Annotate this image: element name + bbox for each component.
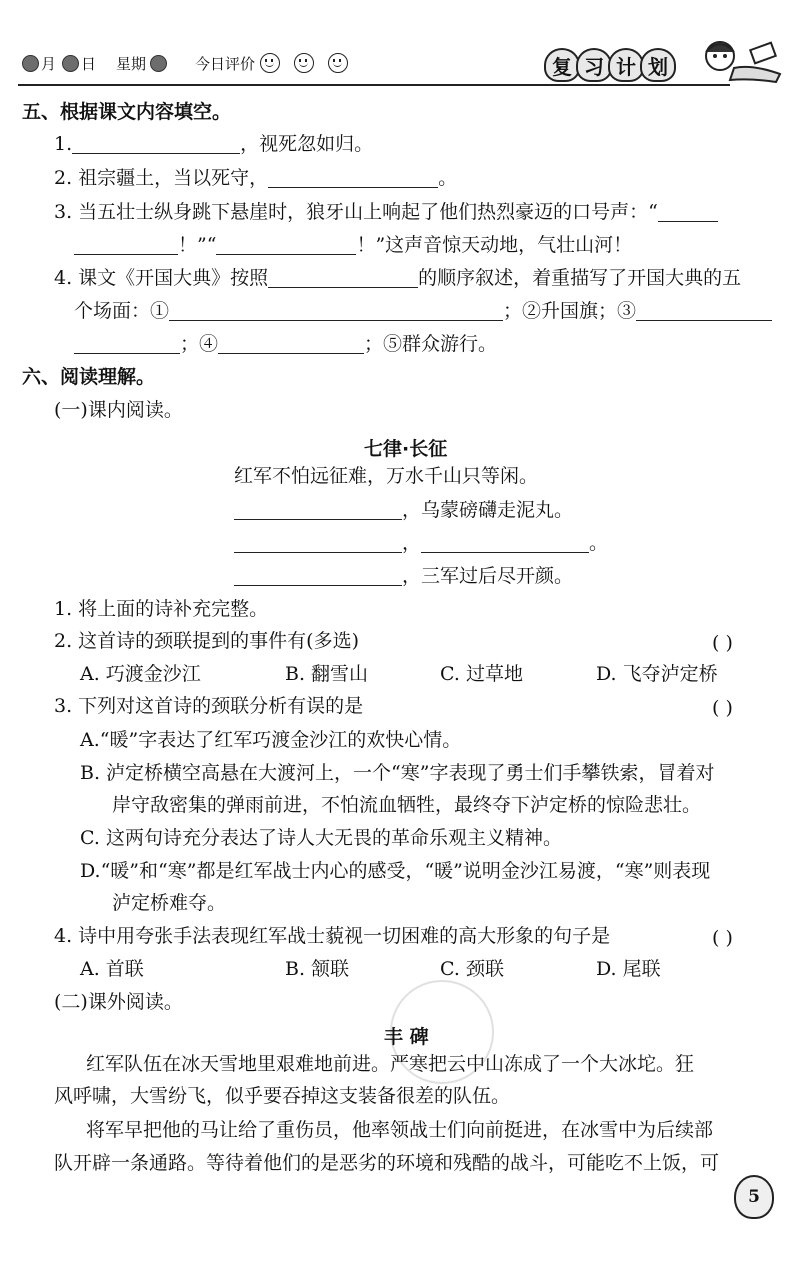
q3-option-c[interactable]: C. 这两句诗充分表达了诗人大无畏的革命乐观主义精神。 — [80, 827, 562, 849]
month-label: 月 — [41, 54, 57, 73]
smiley-icon — [294, 53, 314, 73]
header-rule — [18, 84, 730, 86]
poem-text: ， — [402, 532, 422, 554]
answer-blank[interactable] — [72, 135, 240, 154]
q2-option-d[interactable]: D. 飞夺泸定桥 — [596, 663, 718, 685]
reading-question-2: 2. 这首诗的颈联提到的事件有(多选) — [54, 630, 359, 652]
review-plan-badge — [544, 48, 672, 82]
header-bar — [22, 46, 348, 80]
answer-blank[interactable] — [216, 236, 356, 255]
extracurricular-reading-label: (二)课外阅读。 — [54, 991, 183, 1013]
answer-blank[interactable] — [658, 203, 718, 222]
answer-blank[interactable] — [74, 236, 178, 255]
section-six-title: 六、阅读理解。 — [22, 366, 156, 388]
q2-option-a[interactable]: A. 巧渡金沙江 — [80, 663, 201, 685]
q4-option-a[interactable]: A. 首联 — [80, 958, 144, 980]
weekday-dot — [150, 55, 167, 72]
poem-text: ，三军过后尽开颜。 — [402, 565, 574, 587]
smiley-icon — [260, 53, 280, 73]
fill-question-2 — [54, 169, 457, 188]
question-number: 1. — [54, 133, 73, 155]
q4-option-d[interactable]: D. 尾联 — [596, 958, 661, 980]
q3-option-d-cont: 泸定桥难夺。 — [112, 892, 227, 914]
in-class-reading-label: (一)课内阅读。 — [54, 399, 183, 421]
q2-option-c[interactable]: C. 过草地 — [440, 663, 523, 685]
section-five-title: 五、根据课文内容填空。 — [22, 101, 232, 123]
fill-question-3-line2 — [74, 236, 632, 255]
question-text: 的顺序叙述，着重描写了开国大典的五 — [418, 267, 742, 289]
question-text: 4. 课文《开国大典》按照 — [54, 267, 269, 289]
badge-char: 习 — [576, 48, 612, 82]
evaluation-label: 今日评价 — [195, 54, 256, 73]
question-text: ！”这声音惊天动地，气壮山河！ — [356, 234, 633, 256]
page-number: 5 — [734, 1175, 774, 1219]
q3-option-b-cont: 岸守敌密集的弹雨前进，不怕流血牺牲，最终夺下泸定桥的惊险悲壮。 — [112, 794, 702, 816]
fill-question-4-line2 — [74, 302, 772, 321]
q4-option-c[interactable]: C. 颈联 — [440, 958, 504, 980]
answer-parentheses[interactable]: ( ) — [712, 927, 733, 949]
day-label: 日 — [81, 54, 97, 73]
question-text: 3. 当五壮士纵身跳下悬崖时，狼牙山上响起了他们热烈豪迈的口号声：“ — [54, 201, 658, 223]
answer-blank[interactable] — [421, 534, 589, 553]
story-paragraph-2-line1: 将军早把他的马让给了重伤员，他率领战士们向前挺进，在冰雪中为后续部 — [86, 1119, 714, 1141]
question-text: 个场面：① — [74, 300, 170, 322]
poem-text: ，乌蒙磅礴走泥丸。 — [402, 499, 574, 521]
question-text: ！”“ — [178, 234, 217, 256]
poem-line-2 — [234, 501, 573, 520]
q3-option-d[interactable]: D.“暖”和“寒”都是红军战士内心的感受，“暖”说明金沙江易渡，“寒”则表现 — [80, 860, 711, 882]
question-text: ；⑤群众游行。 — [364, 333, 498, 355]
story-paragraph-1-line2: 风呼啸，大雪纷飞，似乎要吞掉这支装备很差的队伍。 — [54, 1085, 511, 1107]
month-dot — [22, 55, 39, 72]
fill-question-4-line1 — [54, 269, 741, 288]
fill-question-3-line1 — [54, 203, 718, 222]
poem-line-4 — [234, 567, 573, 586]
question-text: ；④ — [180, 333, 219, 355]
answer-blank[interactable] — [234, 534, 402, 553]
reading-girl-icon — [690, 34, 786, 86]
question-text: ；②升国旗；③ — [503, 300, 637, 322]
answer-blank[interactable] — [234, 501, 402, 520]
reading-question-3: 3. 下列对这首诗的颈联分析有误的是 — [54, 695, 364, 717]
story-paragraph-1-line1: 红军队伍在冰天雪地里艰难地前进。严寒把云中山冻成了一个大冰坨。狂 — [86, 1053, 695, 1075]
weekday-label: 星期 — [116, 54, 147, 73]
story-paragraph-2-line2: 队开辟一条通路。等待着他们的是恶劣的环境和残酷的战斗，可能吃不上饭，可 — [54, 1152, 720, 1174]
answer-blank[interactable] — [74, 335, 180, 354]
question-text: 2. 祖宗疆土，当以死守， — [54, 167, 269, 189]
fill-question-1 — [54, 135, 373, 154]
question-text: ，视死忽如归。 — [240, 133, 374, 155]
smiley-icon — [328, 53, 348, 73]
reading-question-4: 4. 诗中用夸张手法表现红军战士藐视一切困难的高大形象的句子是 — [54, 925, 611, 947]
poem-text: 。 — [589, 532, 609, 554]
question-text: 。 — [438, 167, 458, 189]
answer-blank[interactable] — [268, 169, 438, 188]
answer-blank[interactable] — [636, 302, 772, 321]
day-dot — [62, 55, 79, 72]
badge-char: 计 — [608, 48, 644, 82]
q3-option-b[interactable]: B. 泸定桥横空高悬在大渡河上，一个“寒”字表现了勇士们手攀铁索，冒着对 — [80, 762, 715, 784]
poem-title: 七律·长征 — [364, 438, 448, 460]
answer-blank[interactable] — [169, 302, 503, 321]
answer-blank[interactable] — [268, 269, 418, 288]
answer-blank[interactable] — [218, 335, 364, 354]
q4-option-b[interactable]: B. 颔联 — [285, 958, 350, 980]
q3-option-a[interactable]: A.“暖”字表达了红军巧渡金沙江的欢快心情。 — [80, 729, 462, 751]
badge-char: 划 — [640, 48, 676, 82]
q2-option-b[interactable]: B. 翻雪山 — [285, 663, 369, 685]
answer-blank[interactable] — [234, 567, 402, 586]
fill-question-4-line3 — [74, 335, 497, 354]
poem-line-3 — [234, 534, 608, 553]
answer-parentheses[interactable]: ( ) — [712, 632, 733, 654]
reading-question-1: 1. 将上面的诗补充完整。 — [54, 598, 269, 620]
poem-line-1: 红军不怕远征难，万水千山只等闲。 — [234, 465, 539, 487]
answer-parentheses[interactable]: ( ) — [712, 697, 733, 719]
story-title: 丰 碑 — [384, 1026, 429, 1048]
badge-char: 复 — [544, 48, 580, 82]
